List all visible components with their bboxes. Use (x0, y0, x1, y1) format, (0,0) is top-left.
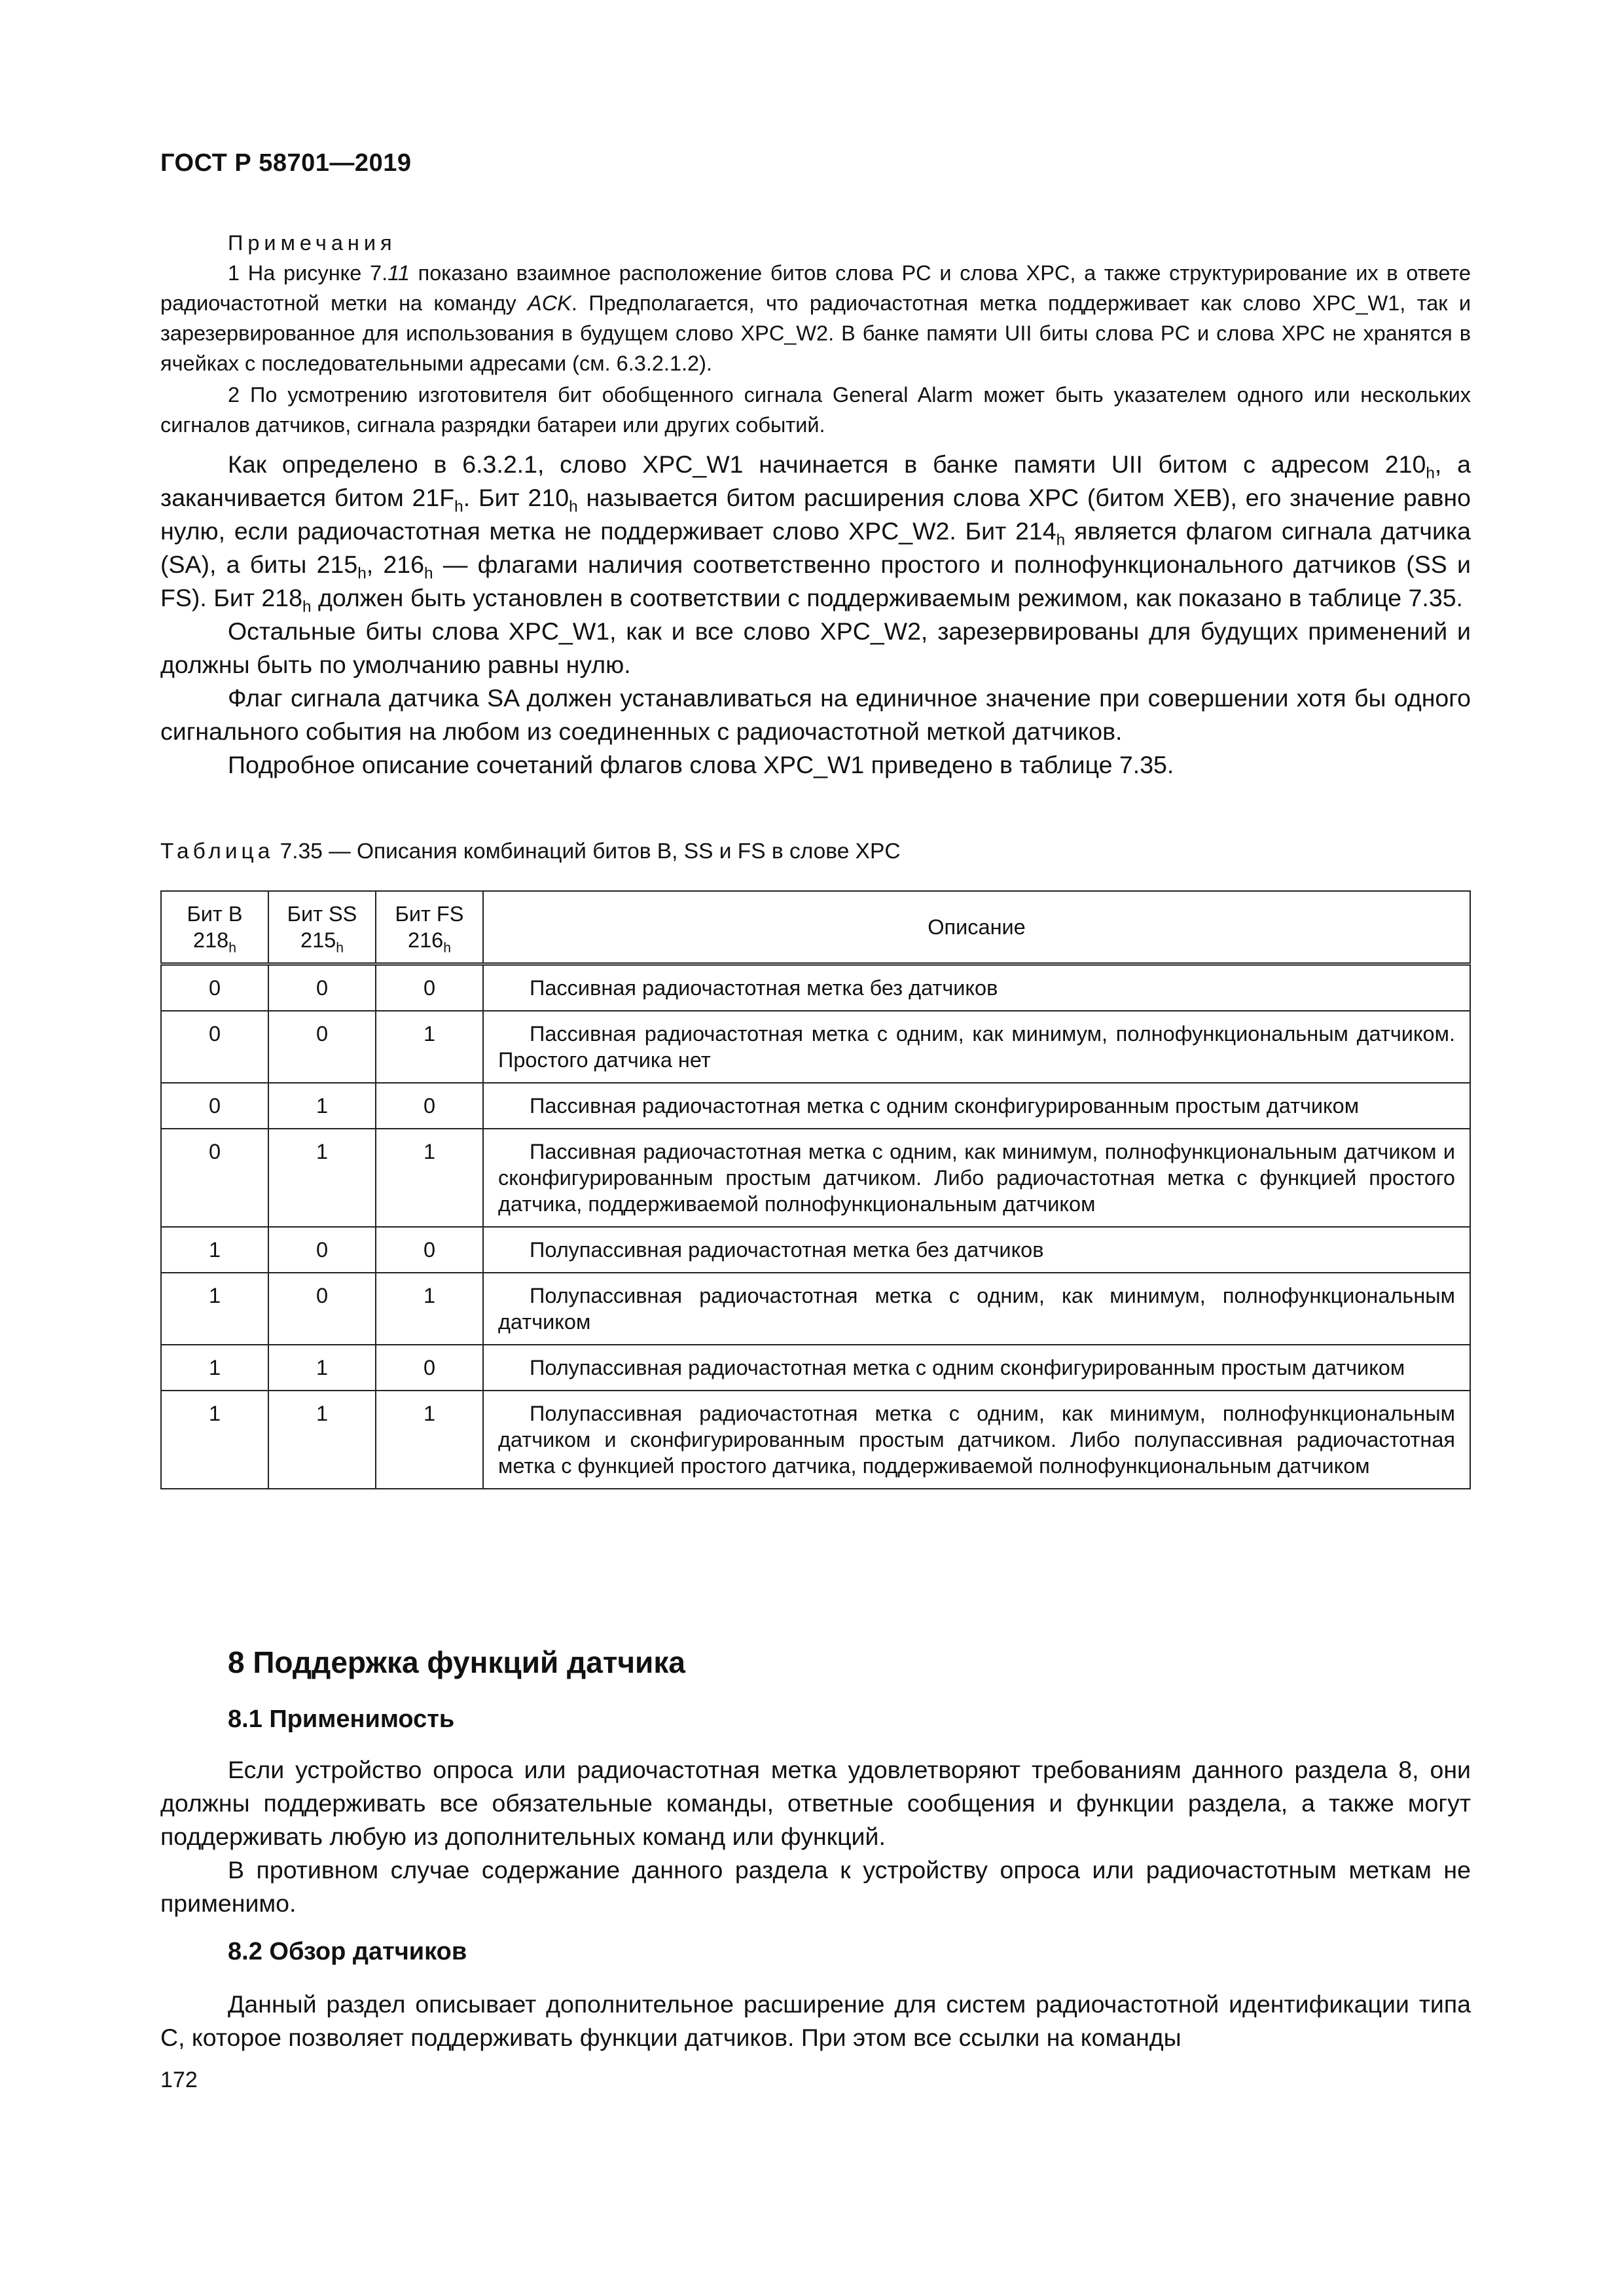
section-8-1-paragraph-2: В противном случае содержание данного раздела к устройству опроса или радиочастотным меткам не применимо. (160, 1856, 1471, 1917)
header-bit-fs: Бит FS $216_h$ (376, 891, 483, 964)
section-8-2-title: 8.2 Обзор датчиков (228, 1938, 467, 1965)
body-paragraph-1: Как определено в 6.3.2.1, слово XPC_W1 начинается в банке памяти UII битом с адресом $210_h$, а заканчивается битом $21F_h$. Бит $210_h$ называется битом расширения слова XPC (битом XEB), его значение равно нулю, если радиочастотная метка не поддерживает слово XPC_W2. Бит $214_h$ является флагом сигнала датчика (SA), а биты $215_h$, $216_h$ — флагами наличия соответственно простого и полнофункционального датчиков (SS и FS). Бит $218_h$ должен быть установлен в соответствии с поддерживаемым режимом, как показано в таблице 7.35. (160, 450, 1471, 616)
body-text (160, 448, 1471, 782)
body-paragraph-4: Подробное описание сочетаний флагов слова XPC_W1 приведено в таблице 7.35. (228, 751, 1174, 778)
note-1: 1 На рисунке 7.11 показано взаимное расположение битов слова PC и слова XPC, а также структурирование их в ответе радиочастотной метки на команду ACK. Предполагается, что радиочастотная метка поддерживает как слово XPC_W1, так и зарезервированное для использования в будущем слово XPC_W2. В банке памяти UII биты слова PC и слова XPC не хранятся в ячейках с последовательными адресами (см. 6.3.2.1.2). (160, 261, 1471, 375)
section-8-title: 8 Поддержка функций датчика (228, 1645, 685, 1679)
table-row: 1 0 0 Полупассивная радиочастотная метка без датчиков (161, 1227, 1470, 1273)
table-row: 0 1 1 Пассивная радиочастотная метка с одним, как минимум, полнофункциональным датчиком и сконфигурированным простым датчиком. Либо радиочастотная метка с функцией простого датчика, поддерживаемой полнофункциональным датчиком (161, 1129, 1470, 1227)
header-bit-ss: Бит SS $215_h$ (268, 891, 376, 964)
header-bit-b: Бит B $218_h$ (161, 891, 268, 964)
table-row: 1 1 1 Полупассивная радиочастотная метка с одним, как минимум, полнофункциональным датчиком и сконфигурированным простым датчиком. Либо полупассивная радиочастотная метка с функцией простого датчика, поддерживаемой полнофункциональным датчиком (161, 1391, 1470, 1489)
table-row: 1 1 0 Полупассивная радиочастотная метка с одним сконфигурированным простым датчиком (161, 1345, 1470, 1391)
section-8-2-text (160, 1988, 1471, 2054)
section-8-1-paragraph-1: Если устройство опроса или радиочастотная метка удовлетворяют требованиям данного раздела 8, они должны поддерживать все обязательные команды, ответные сообщения и функции раздела, а также могут поддерживать любую из дополнительных команд или функций. (160, 1756, 1471, 1850)
section-8-1-title: 8.1 Применимость (228, 1705, 455, 1733)
header-description: Описание (483, 891, 1470, 964)
document-header: ГОСТ Р 58701—2019 (160, 149, 412, 177)
body-paragraph-2: Остальные биты слова XPC_W1, как и все слово XPC_W2, зарезервированы для будущих применений и должны быть по умолчанию равны нулю. (160, 617, 1471, 678)
table-row: 0 0 1 Пассивная радиочастотная метка с одним, как минимум, полнофункциональным датчиком. Простого датчика нет (161, 1011, 1470, 1083)
table-header-row (161, 891, 1470, 964)
table-row: 0 0 0 Пассивная радиочастотная метка без датчиков (161, 964, 1470, 1011)
table-row: 1 0 1 Полупассивная радиочастотная метка с одним, как минимум, полнофункциональным датчиком (161, 1273, 1470, 1345)
section-8-1-text (160, 1753, 1471, 1920)
notes-block (160, 228, 1471, 440)
table-caption: Таблица 7.35 — Описания комбинаций битов B, SS и FS в слове XPC (160, 839, 901, 864)
bits-table (160, 890, 1471, 1489)
section-8-2-paragraph-1: Данный раздел описывает дополнительное расширение для систем радиочастотной идентификации типа С, которое позволяет поддерживать функции датчиков. При этом все ссылки на команды (160, 1990, 1471, 2051)
page-number: 172 (160, 2068, 198, 2092)
note-2: 2 По усмотрению изготовителя бит обобщенного сигнала General Alarm может быть указателем одного или нескольких сигналов датчиков, сигнала разрядки батареи или других событий. (160, 383, 1471, 437)
table-row: 0 1 0 Пассивная радиочастотная метка с одним сконфигурированным простым датчиком (161, 1083, 1470, 1129)
notes-title: Примечания (228, 231, 397, 255)
body-paragraph-3: Флаг сигнала датчика SA должен устанавливаться на единичное значение при совершении хотя бы одного сигнального события на любом из соединенных с радиочастотной меткой датчиков. (160, 684, 1471, 745)
